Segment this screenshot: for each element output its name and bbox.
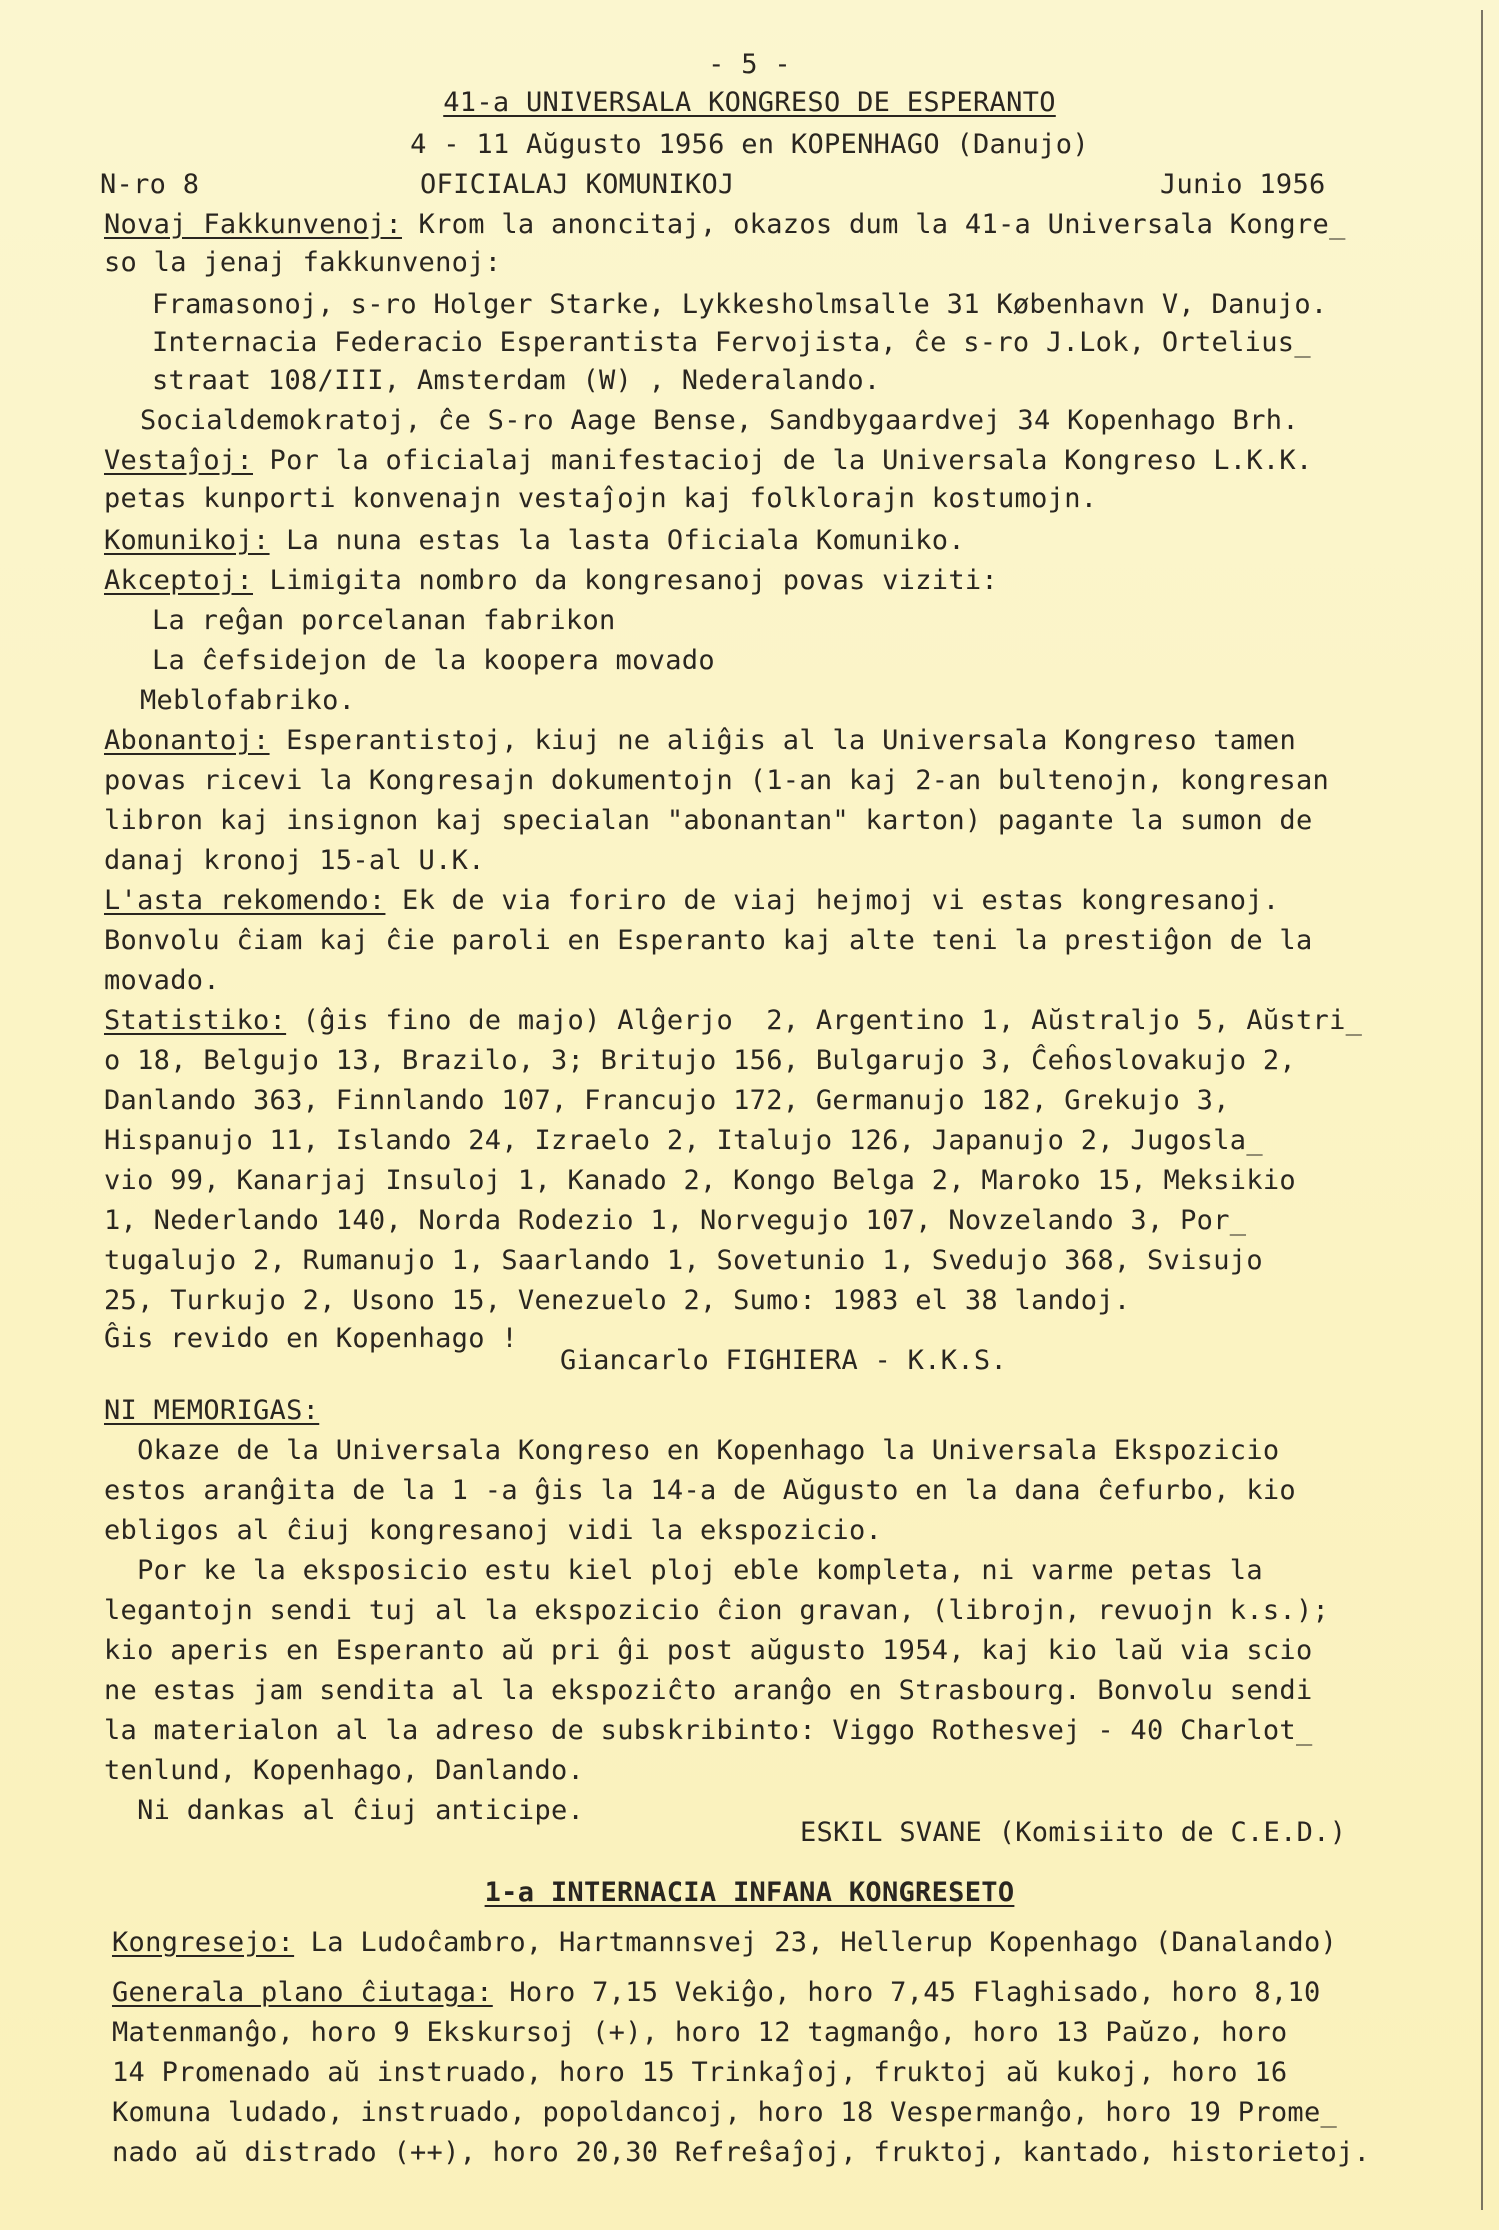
abonantoj-cont: danaj kronoj 15-al U.K. — [104, 845, 485, 876]
statistiko-line: Danlando 363, Finnlando 107, Francujo 172, Germanujo 182, Grekujo 3, — [104, 1085, 1230, 1116]
vestajoj-label: Vestaĵoj: — [104, 445, 253, 476]
kongresejo-paragraph — [112, 1926, 1337, 1960]
fakkunveno-item: Framasonoj, s-ro Holger Starke, Lykkesholmsalle 31 København V, Danujo. — [152, 289, 1328, 320]
vestajoj-paragraph — [104, 444, 1313, 478]
statistiko-label: Statistiko: — [104, 1005, 287, 1036]
fakkunveno-item: Internacia Federacio Esperantista Fervojista, ĉe s-ro J.Lok, Ortelius_ — [152, 327, 1311, 358]
abonantoj-text: Esperantistoj, kiuj ne aliĝis al la Universala Kongreso tamen — [269, 725, 1296, 756]
statistiko-line: Ĝis revido en Kopenhago ! — [104, 1323, 518, 1354]
statistiko-signature: Giancarlo FIGHIERA - K.K.S. — [560, 1345, 1007, 1376]
kongresejo-label: Kongresejo: — [112, 1927, 295, 1958]
publication-title: OFICIALAJ KOMUNIKOJ — [420, 169, 735, 200]
statistiko-line: Hispanujo 11, Islando 24, Izraelo 2, Italujo 126, Japanujo 2, Jugosla_ — [104, 1125, 1263, 1156]
vestajoj-text: Por la oficialaj manifestacioj de la Universala Kongreso L.K.K. — [253, 445, 1313, 476]
komunikoj-label: Komunikoj: — [104, 525, 270, 556]
rekomendo-cont: movado. — [104, 965, 220, 996]
abonantoj-cont: libron kaj insignon kaj specialan "abonantan" karton) pagante la sumon de — [104, 805, 1313, 836]
memorigas-line: Okaze de la Universala Kongreso en Kopenhago la Universala Ekspozicio — [104, 1435, 1280, 1466]
statistiko-line: vio 99, Kanarjaj Insuloj 1, Kanado 2, Kongo Belga 2, Maroko 15, Meksikio — [104, 1165, 1296, 1196]
akceptoj-label: Akceptoj: — [104, 565, 253, 596]
memorigas-line: legantojn sendi tuj al la ekspozicio ĉion gravan, (librojn, revuojn k.s.); — [104, 1595, 1330, 1626]
congress-dates: 4 - 11 Aŭgusto 1956 en KOPENHAGO (Danujo) — [410, 129, 1089, 160]
memorigas-line: ne estas jam sendita al la ekspoziĉto aranĝo en Strasbourg. Bonvolu sendi — [104, 1675, 1313, 1706]
statistiko-paragraph — [104, 1004, 1362, 1038]
plano-line: Matenmanĝo, horo 9 Ekskursoj (+), horo 12 tagmanĝo, horo 13 Paŭzo, horo — [112, 2017, 1288, 2048]
akceptoj-item: Meblofabriko. — [140, 685, 356, 716]
infana-heading: 1-a INTERNACIA INFANA KONGRESETO — [484, 1877, 1015, 1908]
plano-line: 14 Promenado aŭ instruado, horo 15 Trinkaĵoj, fruktoj aŭ kukoj, horo 16 — [112, 2057, 1288, 2088]
statistiko-line: 1, Nederlando 140, Norda Rodezio 1, Norvegujo 107, Novzelando 3, Por_ — [104, 1205, 1247, 1236]
memorigas-line: kio aperis en Esperanto aŭ pri ĝi post aŭgusto 1954, kaj kio laŭ via scio — [104, 1635, 1313, 1666]
statistiko-text: (ĝis fino de majo) Alĝerjo 2, Argentino 1, Aŭstraljo 5, Aŭstri_ — [286, 1005, 1363, 1036]
abonantoj-cont: povas ricevi la Kongresajn dokumentojn (1-an kaj 2-an bultenojn, kongresan — [104, 765, 1330, 796]
issue-date: Junio 1956 — [1160, 169, 1326, 200]
novaj-label: Novaj Fakkunvenoj: — [104, 209, 402, 240]
page-number: - 5 - — [708, 49, 791, 80]
statistiko-line: 25, Turkujo 2, Usono 15, Venezuelo 2, Sumo: 1983 el 38 landoj. — [104, 1285, 1131, 1316]
statistiko-line: o 18, Belgujo 13, Brazilo, 3; Britujo 156, Bulgarujo 3, Ĉeĥoslovakujo 2, — [104, 1045, 1296, 1076]
abonantoj-paragraph — [104, 724, 1296, 758]
issue-number: N-ro 8 — [100, 169, 200, 200]
rekomendo-label: L'asta rekomendo: — [104, 885, 386, 916]
memorigas-line: ebligos al ĉiuj kongresanoj vidi la ekspozicio. — [104, 1515, 883, 1546]
novaj-cont: so la jenaj fakkunvenoj: — [104, 247, 502, 278]
plano-label: Generala plano ĉiutaga: — [112, 1977, 493, 2008]
komunikoj-text: La nuna estas la lasta Oficiala Komuniko. — [269, 525, 965, 556]
novaj-paragraph — [104, 208, 1346, 242]
akceptoj-text: Limigita nombro da kongresanoj povas viziti: — [253, 565, 998, 596]
rekomendo-text: Ek de via foriro de viaj hejmoj vi estas kongresanoj. — [385, 885, 1280, 916]
akceptoj-item: La ĉefsidejon de la koopera movado — [152, 645, 715, 676]
rekomendo-paragraph — [104, 884, 1279, 918]
plano-text: Horo 7,15 Vekiĝo, horo 7,45 Flaghisado, horo 8,10 — [492, 1977, 1321, 2008]
plano-line: Komuna ludado, instruado, popoldancoj, horo 18 Vespermanĝo, horo 19 Prome_ — [112, 2097, 1338, 2128]
statistiko-line: tugalujo 2, Rumanujo 1, Saarlando 1, Sovetunio 1, Svedujo 368, Svisujo — [104, 1245, 1263, 1276]
memorigas-heading: NI MEMORIGAS: — [104, 1395, 320, 1426]
rekomendo-cont: Bonvolu ĉiam kaj ĉie paroli en Esperanto kaj alte teni la prestiĝon de la — [104, 925, 1313, 956]
kongresejo-text: La Ludoĉambro, Hartmannsvej 23, Hellerup Kopenhago (Danalando) — [294, 1927, 1338, 1958]
memorigas-line: tenlund, Kopenhago, Danlando. — [104, 1755, 585, 1786]
memorigas-line: estos aranĝita de la 1 -a ĝis la 14-a de Aŭgusto en la dana ĉefurbo, kio — [104, 1475, 1296, 1506]
komunikoj-paragraph — [104, 524, 965, 558]
memorigas-line: Por ke la eksposicio estu kiel ploj eble kompleta, ni varme petas la — [104, 1555, 1263, 1586]
novaj-text: Krom la anoncitaj, okazos dum la 41-a Universala Kongre_ — [402, 209, 1346, 240]
akceptoj-item: La reĝan porcelanan fabrikon — [152, 605, 616, 636]
plano-line: nado aŭ distrado (++), horo 20,30 Refreŝaĵoj, fruktoj, kantado, historietoj. — [112, 2137, 1371, 2168]
vestajoj-cont: petas kunporti konvenajn vestaĵojn kaj folklorajn kostumojn. — [104, 483, 1098, 514]
congress-title: 41-a UNIVERSALA KONGRESO DE ESPERANTO — [443, 87, 1056, 118]
akceptoj-paragraph — [104, 564, 998, 598]
memorigas-line: Ni dankas al ĉiuj anticipe. — [104, 1795, 585, 1826]
fakkunveno-item: straat 108/III, Amsterdam (W) , Nederalando. — [152, 365, 881, 396]
memorigas-signature: ESKIL SVANE (Komisiito de C.E.D.) — [800, 1817, 1347, 1848]
abonantoj-label: Abonantoj: — [104, 725, 270, 756]
fakkunveno-item: Socialdemokratoj, ĉe S-ro Aage Bense, Sandbygaardvej 34 Kopenhago Brh. — [140, 405, 1299, 436]
plano-paragraph — [112, 1976, 1321, 2010]
memorigas-line: la materialon al la adreso de subskribinto: Viggo Rothesvej - 40 Charlot_ — [104, 1715, 1313, 1746]
